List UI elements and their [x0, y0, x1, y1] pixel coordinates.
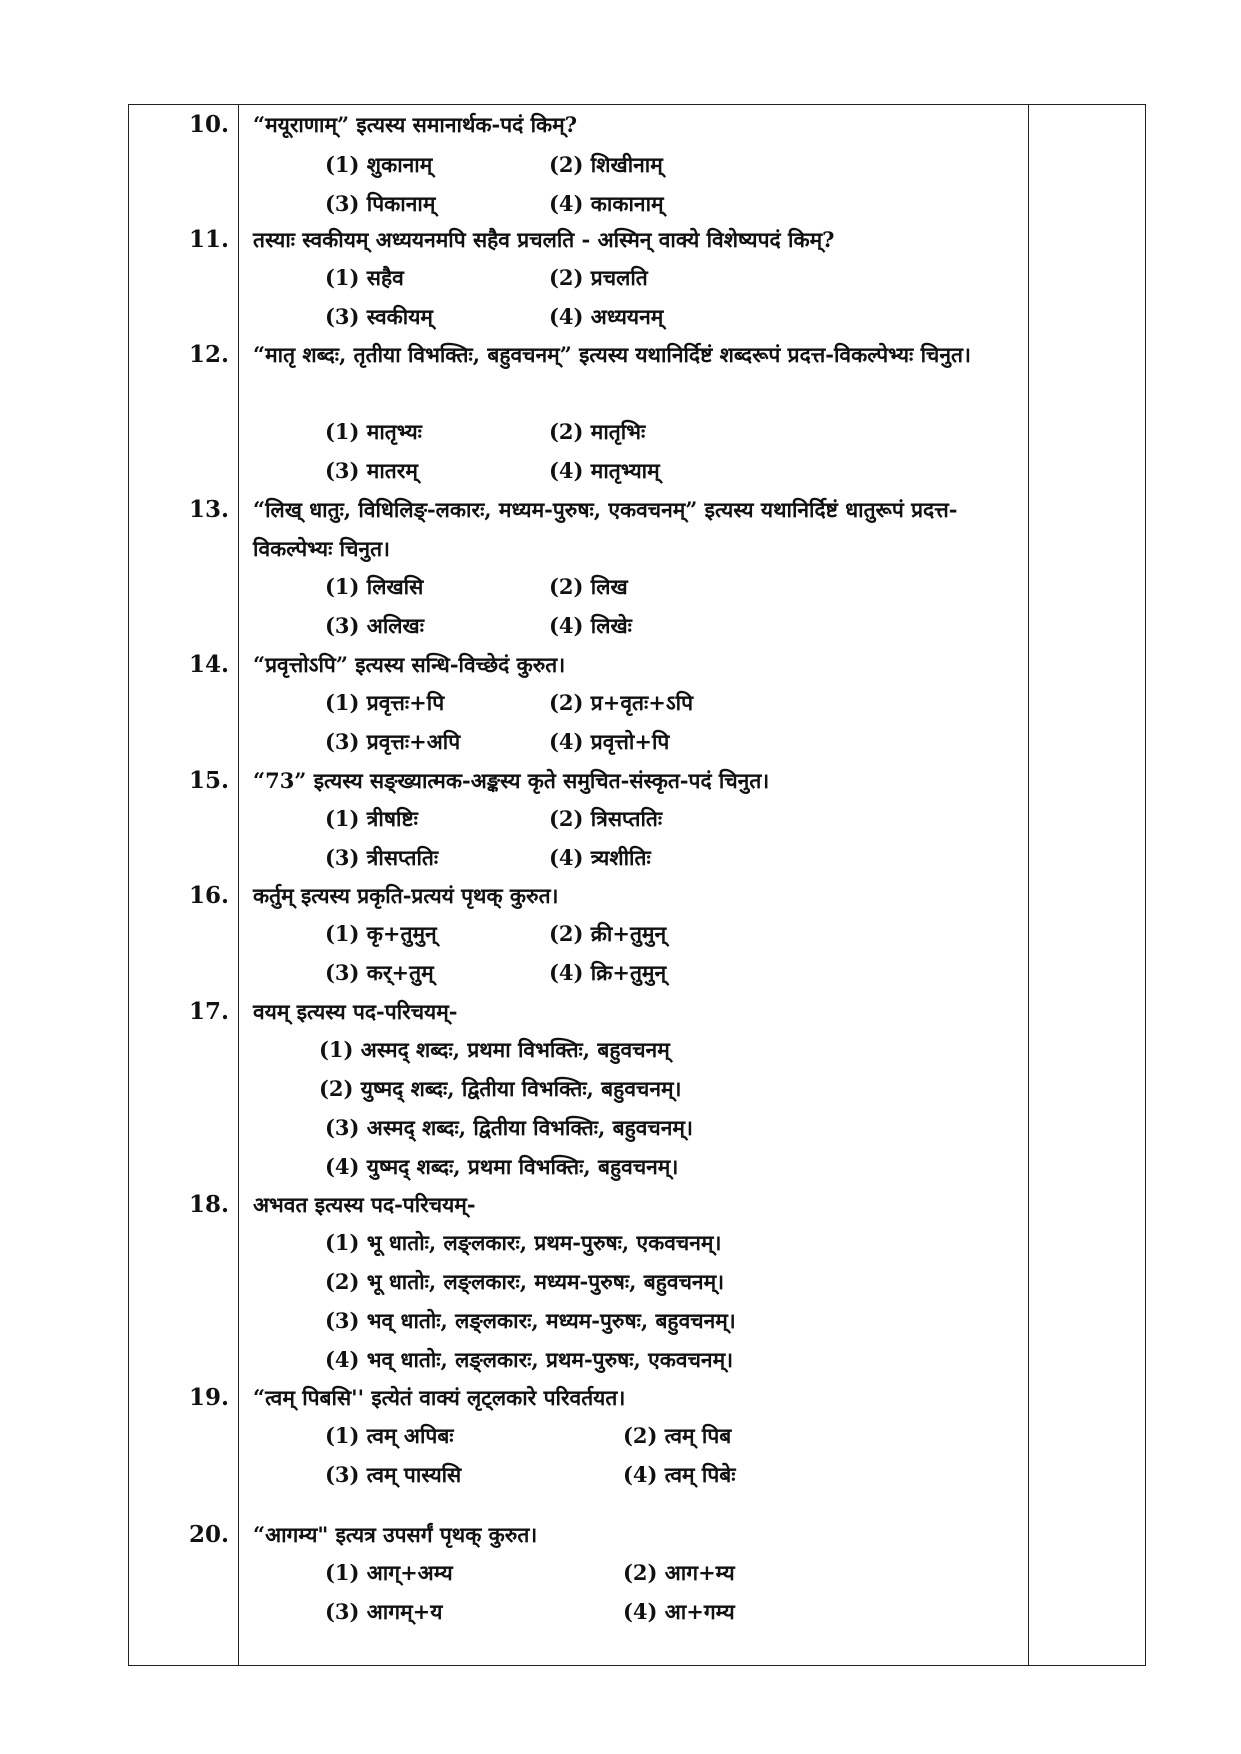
question-number: 14. — [188, 651, 229, 678]
option-3: (3) स्वकीयम् — [325, 304, 433, 329]
option-1: (1) त्वम् अपिबः — [325, 1423, 454, 1448]
option-2: (2) प्रचलति — [549, 265, 648, 290]
question-number: 18. — [188, 1191, 229, 1218]
option-3: (3) आगम्+य — [325, 1599, 443, 1624]
options — [319, 1030, 1039, 1186]
options — [325, 567, 1045, 645]
option-2: (2) प्र+वृतः+ऽपि — [549, 690, 693, 715]
options — [325, 914, 1045, 992]
options — [325, 1416, 1045, 1494]
question-number: 13. — [188, 496, 229, 523]
question-stem: “73” इत्यस्य सङ्ख्यात्मक-अङ्कस्य कृते समुचित-संस्कृत-पदं चिनुत। — [253, 768, 770, 793]
options — [325, 1553, 1045, 1631]
question-table — [128, 104, 1146, 1666]
option-2: (2) लिख — [549, 574, 628, 599]
option-4: (4) अध्ययनम् — [549, 304, 664, 329]
option-3: (3) अस्मद् शब्दः, द्वितीया विभक्तिः, बहुवचनम्। — [325, 1115, 693, 1140]
option-3: (3) कर्+तुम् — [325, 960, 434, 985]
options — [325, 145, 1045, 223]
option-1: (1) प्रवृत्तः+पि — [325, 690, 445, 715]
question-stem: “प्रवृत्तोऽपि” इत्यस्य सन्धि-विच्छेदं कुरुत। — [253, 652, 566, 677]
question-number: 17. — [188, 998, 229, 1025]
option-1: (1) त्रीषष्टिः — [325, 806, 418, 831]
question-number: 15. — [188, 767, 229, 794]
question-stem: तस्याः स्वकीयम् अध्ययनमपि सहैव प्रचलति - अस्मिन् वाक्ये विशेष्यपदं किम्? — [253, 227, 835, 252]
option-4: (4) काकानाम् — [549, 191, 664, 216]
option-3: (3) पिकानाम् — [325, 191, 436, 216]
option-3: (3) अलिखः — [325, 613, 424, 638]
option-2: (2) शिखीनाम् — [549, 152, 663, 177]
option-1: (1) कृ+तुमुन् — [325, 921, 437, 946]
question-stem: वयम् इत्यस्य पद-परिचयम्- — [253, 999, 458, 1024]
question-stem: “मातृ शब्दः, तृतीया विभक्तिः, बहुवचनम्” इत्यस्य यथानिर्दिष्टं शब्दरूपं प्रदत्त-विकल्पेभ्यः चिनुत। — [253, 342, 971, 367]
option-4: (4) मातृभ्याम् — [549, 458, 660, 483]
option-3: (3) मातरम् — [325, 458, 418, 483]
question-stem: “आगम्य" इत्यत्र उपसर्गं पृथक् कुरुत। — [253, 1522, 538, 1547]
option-1: (1) आग्+अम्य — [325, 1560, 453, 1585]
question-number: 11. — [188, 226, 229, 253]
option-3: (3) त्वम् पास्यसि — [325, 1462, 462, 1487]
option-3: (3) त्रीसप्ततिः — [325, 845, 439, 870]
option-4: (4) आ+गम्य — [623, 1599, 735, 1624]
option-2: (2) क्री+तुमुन् — [549, 921, 667, 946]
option-1: (1) भू धातोः, लङ्लकारः, प्रथम-पुरुषः, एकवचनम्। — [325, 1230, 722, 1255]
option-4: (4) क्रि+तुमुन् — [549, 960, 667, 985]
option-1: (1) अस्मद् शब्दः, प्रथमा विभक्तिः, बहुवचनम् — [319, 1037, 670, 1062]
option-1: (1) शुकानाम् — [325, 152, 433, 177]
option-4: (4) युष्मद् शब्दः, प्रथमा विभक्तिः, बहुवचनम्। — [325, 1154, 679, 1179]
option-3: (3) प्रवृत्तः+अपि — [325, 729, 461, 754]
option-4: (4) प्रवृत्तो+पि — [549, 729, 670, 754]
option-2: (2) आग+म्य — [623, 1560, 735, 1585]
option-4: (4) त्वम् पिबेः — [623, 1462, 736, 1487]
question-stem: अभवत इत्यस्य पद-परिचयम्- — [253, 1192, 476, 1217]
options — [325, 799, 1045, 877]
option-2: (2) भू धातोः, लङ्लकारः, मध्यम-पुरुषः, बहुवचनम्। — [325, 1269, 725, 1294]
option-2: (2) त्वम् पिब — [623, 1423, 732, 1448]
question-number: 20. — [188, 1521, 229, 1548]
question-stem: “मयूराणाम्” इत्यस्य समानार्थक-पदं किम्? — [253, 112, 578, 137]
option-4: (4) भव् धातोः, लङ्लकारः, प्रथम-पुरुषः, एकवचनम्। — [325, 1347, 734, 1372]
option-4: (4) लिखेः — [549, 613, 632, 638]
option-1: (1) सहैव — [325, 265, 404, 290]
option-2: (2) युष्मद् शब्दः, द्वितीया विभक्तिः, बहुवचनम्। — [319, 1076, 682, 1101]
option-2: (2) मातृभिः — [549, 419, 646, 444]
options — [325, 683, 1045, 761]
question-number: 16. — [188, 882, 229, 909]
question-stem: “लिख् धातुः, विधिलिङ्-लकारः, मध्यम-पुरुषः, एकवचनम्” इत्यस्य यथानिर्दिष्टं धातुरूपं प्रदत्त-विकल्पेभ्यः चिनुत। — [253, 497, 958, 561]
option-4: (4) त्र्यशीतिः — [549, 845, 651, 870]
option-1: (1) मातृभ्यः — [325, 419, 422, 444]
option-2: (2) त्रिसप्ततिः — [549, 806, 663, 831]
column-divider-left — [238, 105, 239, 1665]
question-stem: कर्तुम् इत्यस्य प्रकृति-प्रत्ययं पृथक् कुरुत। — [253, 883, 559, 908]
options — [325, 258, 1045, 336]
question-number: 19. — [188, 1384, 229, 1411]
option-3: (3) भव् धातोः, लङ्लकारः, मध्यम-पुरुषः, बहुवचनम्। — [325, 1308, 736, 1333]
question-stem: “त्वम् पिबसि'' इत्येतं वाक्यं लृट्लकारे परिवर्तयत। — [253, 1385, 626, 1410]
option-1: (1) लिखसि — [325, 574, 424, 599]
options — [325, 412, 1045, 490]
question-number: 10. — [188, 111, 229, 138]
options — [325, 1223, 1045, 1379]
question-number: 12. — [188, 341, 229, 368]
